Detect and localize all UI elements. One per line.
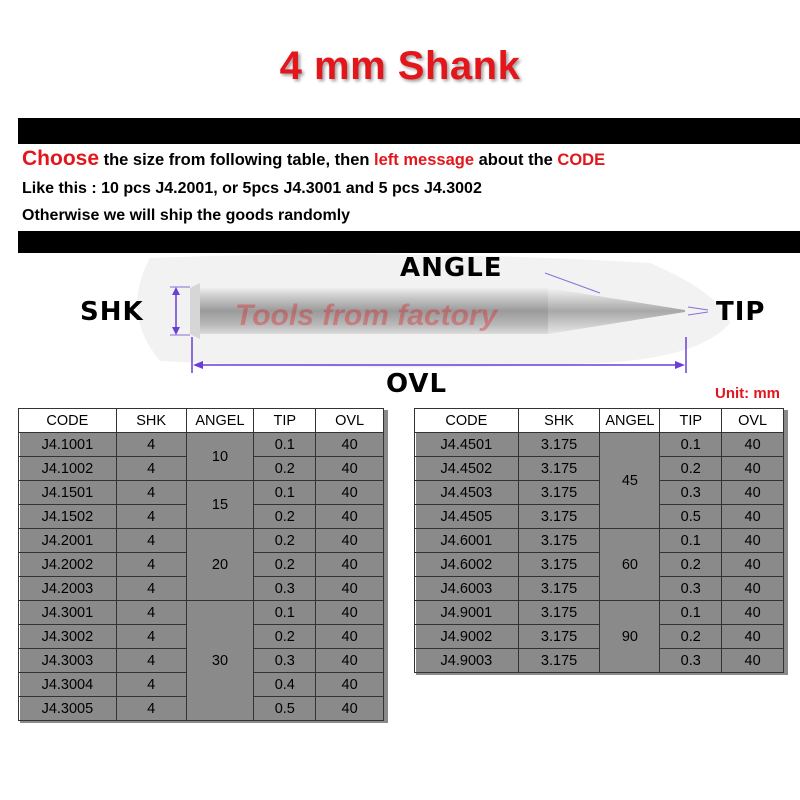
shank-cell: 4 [116, 649, 186, 673]
ovl-cell: 40 [316, 505, 384, 529]
tip-cell: 0.5 [660, 505, 722, 529]
angle-cell: 90 [600, 601, 660, 673]
unit-label: Unit: mm [715, 385, 780, 402]
ovl-cell: 40 [722, 505, 784, 529]
shank-cell: 4 [116, 481, 186, 505]
tip-cell: 0.1 [660, 529, 722, 553]
page-title: 4 mm Shank [279, 44, 521, 88]
table-row [415, 505, 784, 529]
ovl-cell: 40 [316, 601, 384, 625]
shank-cell: 3.175 [518, 625, 600, 649]
table-row [415, 529, 784, 553]
ovl-cell: 40 [722, 625, 784, 649]
shank-cell: 3.175 [518, 601, 600, 625]
header-bar [18, 118, 800, 144]
code-word: CODE [557, 151, 606, 169]
table-row [415, 601, 784, 625]
tool-chamfer [190, 283, 200, 339]
code-cell: J4.6002 [415, 553, 519, 577]
ovl-cell: 40 [722, 481, 784, 505]
tip-cell: 0.1 [254, 481, 316, 505]
shank-cell: 3.175 [518, 529, 600, 553]
tip-cell: 0.3 [660, 481, 722, 505]
column-header: TIP [254, 409, 316, 433]
code-cell: J4.4503 [415, 481, 519, 505]
shank-cell: 4 [116, 433, 186, 457]
ovl-cell: 40 [722, 649, 784, 673]
ovl-cell: 40 [316, 481, 384, 505]
column-header: SHK [116, 409, 186, 433]
watermark-text: Tools from factory [235, 299, 498, 332]
code-cell: J4.3003 [19, 649, 117, 673]
instruction-text-b: about the [474, 151, 558, 169]
shank-cell: 4 [116, 457, 186, 481]
shank-cell: 4 [116, 553, 186, 577]
ovl-cell: 40 [316, 625, 384, 649]
angle-cell: 20 [186, 529, 254, 601]
shank-cell: 3.175 [518, 481, 600, 505]
ovl-cell: 40 [722, 457, 784, 481]
table-row [415, 649, 784, 673]
column-header: TIP [660, 409, 722, 433]
ovl-cell: 40 [316, 457, 384, 481]
table-row [19, 601, 384, 625]
angle-cell: 10 [186, 433, 254, 481]
shank-cell: 4 [116, 505, 186, 529]
code-cell: J4.1501 [19, 481, 117, 505]
tip-cell: 0.2 [254, 553, 316, 577]
column-header: OVL [316, 409, 384, 433]
left-spec-table [18, 408, 384, 721]
angle-cell: 45 [600, 433, 660, 529]
code-cell: J4.1502 [19, 505, 117, 529]
column-header: CODE [19, 409, 117, 433]
ovl-cell: 40 [722, 433, 784, 457]
code-cell: J4.6001 [415, 529, 519, 553]
choose-word: Choose [22, 147, 100, 170]
tip-label: TIP [716, 297, 766, 327]
shk-label: SHK [80, 297, 144, 327]
angle-cell: 60 [600, 529, 660, 601]
code-cell: J4.9003 [415, 649, 519, 673]
table-row [19, 529, 384, 553]
table-row [415, 625, 784, 649]
table-header-row [415, 409, 784, 433]
code-cell: J4.9001 [415, 601, 519, 625]
tip-cell: 0.2 [254, 457, 316, 481]
code-cell: J4.3002 [19, 625, 117, 649]
column-header: SHK [518, 409, 600, 433]
code-cell: J4.1002 [19, 457, 117, 481]
instruction-line-1 [22, 147, 605, 171]
table-row [19, 433, 384, 457]
shank-cell: 4 [116, 625, 186, 649]
table-row [415, 457, 784, 481]
tip-cell: 0.3 [660, 577, 722, 601]
code-cell: J4.2002 [19, 553, 117, 577]
tip-cell: 0.2 [254, 505, 316, 529]
tool-diagram [0, 253, 800, 403]
ovl-cell: 40 [316, 697, 384, 721]
shank-cell: 3.175 [518, 553, 600, 577]
code-cell: J4.2003 [19, 577, 117, 601]
ovl-cell: 40 [722, 601, 784, 625]
divider-bar [18, 231, 800, 253]
ovl-cell: 40 [722, 529, 784, 553]
ovl-cell: 40 [316, 529, 384, 553]
tip-cell: 0.5 [254, 697, 316, 721]
shank-cell: 4 [116, 529, 186, 553]
tip-cell: 0.3 [254, 649, 316, 673]
tip-cell: 0.3 [254, 577, 316, 601]
table-row [19, 481, 384, 505]
shank-cell: 4 [116, 601, 186, 625]
code-cell: J4.3004 [19, 673, 117, 697]
shank-cell: 4 [116, 673, 186, 697]
tip-cell: 0.2 [660, 457, 722, 481]
column-header: ANGEL [600, 409, 660, 433]
table-row [415, 577, 784, 601]
ovl-cell: 40 [316, 577, 384, 601]
ovl-cell: 40 [316, 433, 384, 457]
instruction-line-2: Like this : 10 pcs J4.2001, or 5pcs J4.3001 and 5 pcs J4.3002 [22, 180, 482, 197]
shank-cell: 3.175 [518, 433, 600, 457]
shank-cell: 3.175 [518, 649, 600, 673]
code-cell: J4.4501 [415, 433, 519, 457]
column-header: ANGEL [186, 409, 254, 433]
tip-cell: 0.1 [660, 601, 722, 625]
column-header: CODE [415, 409, 519, 433]
angle-label: ANGLE [400, 253, 503, 283]
table-row [415, 433, 784, 457]
shank-cell: 4 [116, 577, 186, 601]
tip-cell: 0.1 [254, 601, 316, 625]
instruction-line-3: Otherwise we will ship the goods randomly [22, 207, 351, 224]
left-message-word: left message [374, 151, 474, 169]
ovl-arrow-right [675, 361, 685, 369]
table-row [415, 553, 784, 577]
tip-cell: 0.1 [254, 433, 316, 457]
ovl-cell: 40 [316, 673, 384, 697]
shank-cell: 3.175 [518, 577, 600, 601]
tip-cell: 0.1 [660, 433, 722, 457]
ovl-label: OVL [386, 369, 448, 399]
table-header-row [19, 409, 384, 433]
code-cell: J4.4502 [415, 457, 519, 481]
code-cell: J4.4505 [415, 505, 519, 529]
ovl-cell: 40 [722, 577, 784, 601]
angle-cell: 15 [186, 481, 254, 529]
code-cell: J4.2001 [19, 529, 117, 553]
code-cell: J4.1001 [19, 433, 117, 457]
column-header: OVL [722, 409, 784, 433]
tip-cell: 0.2 [660, 553, 722, 577]
code-cell: J4.6003 [415, 577, 519, 601]
tip-cell: 0.2 [254, 625, 316, 649]
tip-cell: 0.2 [660, 625, 722, 649]
code-cell: J4.9002 [415, 625, 519, 649]
tip-cell: 0.4 [254, 673, 316, 697]
shank-cell: 4 [116, 697, 186, 721]
code-cell: J4.3005 [19, 697, 117, 721]
code-cell: J4.3001 [19, 601, 117, 625]
angle-cell: 30 [186, 601, 254, 721]
ovl-cell: 40 [316, 649, 384, 673]
tip-cell: 0.3 [660, 649, 722, 673]
ovl-cell: 40 [722, 553, 784, 577]
ovl-cell: 40 [316, 553, 384, 577]
shank-cell: 3.175 [518, 457, 600, 481]
table-row [415, 481, 784, 505]
tip-cell: 0.2 [254, 529, 316, 553]
instruction-text-a: the size from following table, then [99, 151, 375, 169]
shank-cell: 3.175 [518, 505, 600, 529]
right-spec-table [414, 408, 784, 673]
